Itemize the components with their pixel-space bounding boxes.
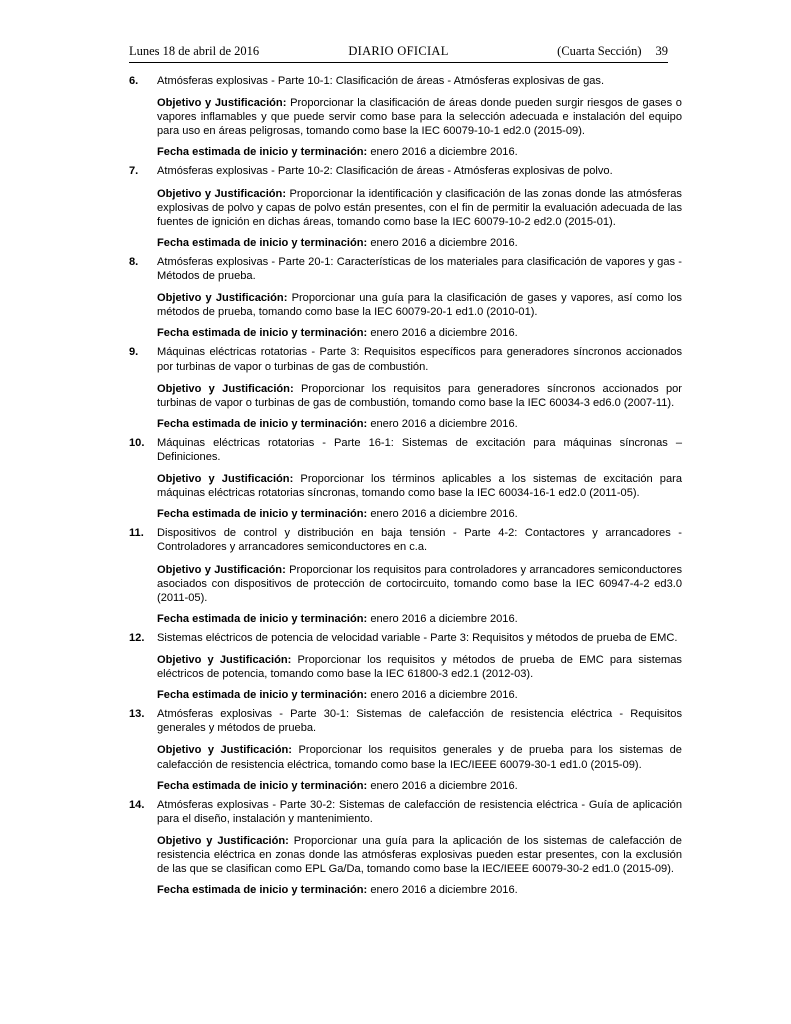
objective-label: Objetivo y Justificación:	[157, 834, 289, 847]
item-dates	[157, 236, 682, 250]
dates-text: enero 2016 a diciembre 2016.	[370, 236, 518, 249]
list-item	[129, 526, 682, 626]
objective-label: Objetivo y Justificación:	[157, 382, 294, 395]
list-item	[129, 436, 682, 521]
item-objective	[157, 834, 682, 876]
item-dates	[157, 507, 682, 521]
dates-label: Fecha estimada de inicio y terminación:	[157, 146, 368, 159]
page-header	[129, 44, 668, 63]
list-item	[129, 707, 682, 792]
header-page-number: 39	[655, 44, 668, 58]
item-dates	[157, 883, 682, 897]
list-item	[129, 255, 682, 340]
item-number: 12.	[129, 631, 145, 644]
objective-text: Proporcionar una guía para la aplicación de los sistemas de calefacción de resistencia eléctrica en zonas donde las atmósferas explosivas pueden estar presentes, con la exclusión de las que se clasifican como EPL Ga/Da, tomando como base la IEC/IEEE 60079-30-2 ed1.0 (2015-09).	[157, 834, 682, 876]
objective-text: Proporcionar los requisitos para generadores síncronos accionados por turbinas de vapor o turbinas de gas de combustión, tomando como base la IEC 60034-3 ed6.0 (2007-11).	[157, 382, 682, 409]
item-dates	[157, 688, 682, 702]
item-objective	[157, 382, 682, 410]
dates-text: enero 2016 a diciembre 2016.	[370, 146, 518, 159]
dates-text: enero 2016 a diciembre 2016.	[370, 327, 518, 340]
item-list	[129, 74, 682, 902]
objective-label: Objetivo y Justificación:	[157, 654, 292, 666]
item-number: 10.	[129, 436, 145, 449]
item-number: 13.	[129, 708, 145, 721]
item-dates	[157, 417, 682, 431]
item-objective	[157, 291, 682, 319]
objective-label: Objetivo y Justificación:	[157, 97, 287, 110]
item-objective	[157, 472, 682, 500]
dates-label: Fecha estimada de inicio y terminación:	[157, 236, 368, 249]
item-title: Atmósferas explosivas - Parte 20-1: Características de los materiales para clasificación de vapores y gas - Métodos de prueba.	[157, 255, 682, 283]
dates-text: enero 2016 a diciembre 2016.	[370, 884, 518, 897]
dates-label: Fecha estimada de inicio y terminación:	[157, 508, 368, 521]
objective-label: Objetivo y Justificación:	[157, 187, 287, 200]
dates-label: Fecha estimada de inicio y terminación:	[157, 779, 368, 792]
item-title: Máquinas eléctricas rotatorias - Parte 16-1: Sistemas de excitación para máquinas síncronas – Definiciones.	[157, 436, 682, 463]
item-title: Atmósferas explosivas - Parte 10-2: Clasificación de áreas - Atmósferas explosivas de polvo.	[157, 165, 613, 178]
objective-label: Objetivo y Justificación:	[157, 563, 286, 576]
item-number: 11.	[129, 527, 144, 540]
item-dates	[157, 612, 682, 626]
dates-text: enero 2016 a diciembre 2016.	[370, 779, 518, 792]
header-section-page	[557, 44, 668, 59]
item-title: Sistemas eléctricos de potencia de velocidad variable - Parte 3: Requisitos y métodos de prueba de EMC.	[157, 631, 678, 644]
item-number: 8.	[129, 255, 139, 268]
objective-text: Proporcionar los requisitos y métodos de prueba de EMC para sistemas eléctricos de potencia, tomando como base la IEC 61800-3 ed2.1 (2012-03).	[157, 654, 682, 681]
item-number: 6.	[129, 75, 139, 87]
item-dates	[157, 326, 682, 340]
objective-label: Objetivo y Justificación:	[157, 473, 294, 486]
item-dates	[157, 779, 682, 793]
item-title: Atmósferas explosivas - Parte 30-2: Sistemas de calefacción de resistencia eléctrica - Guía de aplicación para el diseño, instalación y mantenimiento.	[157, 798, 682, 825]
item-number: 9.	[129, 346, 139, 359]
item-objective	[157, 563, 682, 605]
objective-label: Objetivo y Justificación:	[157, 292, 288, 305]
objective-text: Proporcionar la clasificación de áreas donde pueden surgir riesgos de gases o vapores inflamables y que puede servir como base para la selección adecuada e instalación del equipo para uso en áreas peligrosas, tomando como base la IEC 60079-10-1 ed2.0 (2015-09).	[157, 97, 682, 138]
list-item	[129, 345, 682, 430]
dates-label: Fecha estimada de inicio y terminación:	[157, 689, 368, 702]
item-objective	[157, 653, 682, 681]
dates-label: Fecha estimada de inicio y terminación:	[157, 884, 368, 897]
header-publication: DIARIO OFICIAL	[348, 44, 449, 58]
item-dates	[157, 145, 682, 159]
dates-label: Fecha estimada de inicio y terminación:	[157, 417, 368, 430]
item-number: 14.	[129, 798, 145, 811]
dates-label: Fecha estimada de inicio y terminación:	[157, 327, 368, 340]
dates-text: enero 2016 a diciembre 2016.	[370, 689, 518, 702]
item-title: Dispositivos de control y distribución en baja tensión - Parte 4-2: Contactores y arrancadores - Controladores y arrancadores semiconductores en c.a.	[157, 527, 682, 554]
item-objective	[157, 187, 682, 229]
item-number: 7.	[129, 165, 139, 178]
item-title: Atmósferas explosivas - Parte 10-1: Clasificación de áreas - Atmósferas explosivas de gas.	[157, 75, 605, 87]
dates-text: enero 2016 a diciembre 2016.	[370, 417, 518, 430]
item-title: Máquinas eléctricas rotatorias - Parte 3: Requisitos específicos para generadores síncronos accionados por turbinas de vapor o turbinas de gas de combustión.	[157, 346, 682, 373]
dates-text: enero 2016 a diciembre 2016.	[370, 612, 518, 625]
header-section: (Cuarta Sección)	[557, 44, 642, 58]
list-item	[129, 631, 682, 702]
objective-text: Proporcionar los requisitos para controladores y arrancadores semiconductores asociados con dispositivos de protección de cortocircuito, tomando como base la IEC 60947-4-2 ed3.0 (2011-05).	[157, 563, 682, 604]
list-item	[129, 74, 682, 159]
objective-label: Objetivo y Justificación:	[157, 744, 292, 757]
header-date: Lunes 18 de abril de 2016	[129, 44, 260, 58]
objective-text: Proporcionar la identificación y clasificación de las zonas donde las atmósferas explosivas de polvo y capas de polvo están presentes, con el fin de permitir la evaluación adecuada de las fuentes de ignición en dichas áreas, tomando como base la IEC 60079-10-2 ed2.0 (2015-01).	[157, 187, 682, 228]
item-objective	[157, 743, 682, 771]
list-item	[129, 798, 682, 898]
objective-text: Proporcionar los requisitos generales y de prueba para los sistemas de calefacción de resistencia eléctrica, tomando como base la IEC/IEEE 60079-30-1 ed1.0 (2015-09).	[157, 744, 682, 771]
item-title: Atmósferas explosivas - Parte 30-1: Sistemas de calefacción de resistencia eléctrica - Requisitos generales y métodos de prueba.	[157, 708, 682, 735]
list-item	[129, 164, 682, 249]
item-objective	[157, 96, 682, 138]
objective-text: Proporcionar los términos aplicables a los sistemas de excitación para máquinas eléctricas rotatorias síncronas, tomando como base la IEC 60034-16-1 ed2.0 (2011-05).	[157, 473, 682, 500]
dates-label: Fecha estimada de inicio y terminación:	[157, 612, 368, 625]
objective-text: Proporcionar una guía para la clasificación de gases y vapores, así como los métodos de prueba, tomando como base la IEC 60079-20-1 ed1.0 (2010-01).	[157, 292, 682, 319]
dates-text: enero 2016 a diciembre 2016.	[370, 508, 518, 521]
